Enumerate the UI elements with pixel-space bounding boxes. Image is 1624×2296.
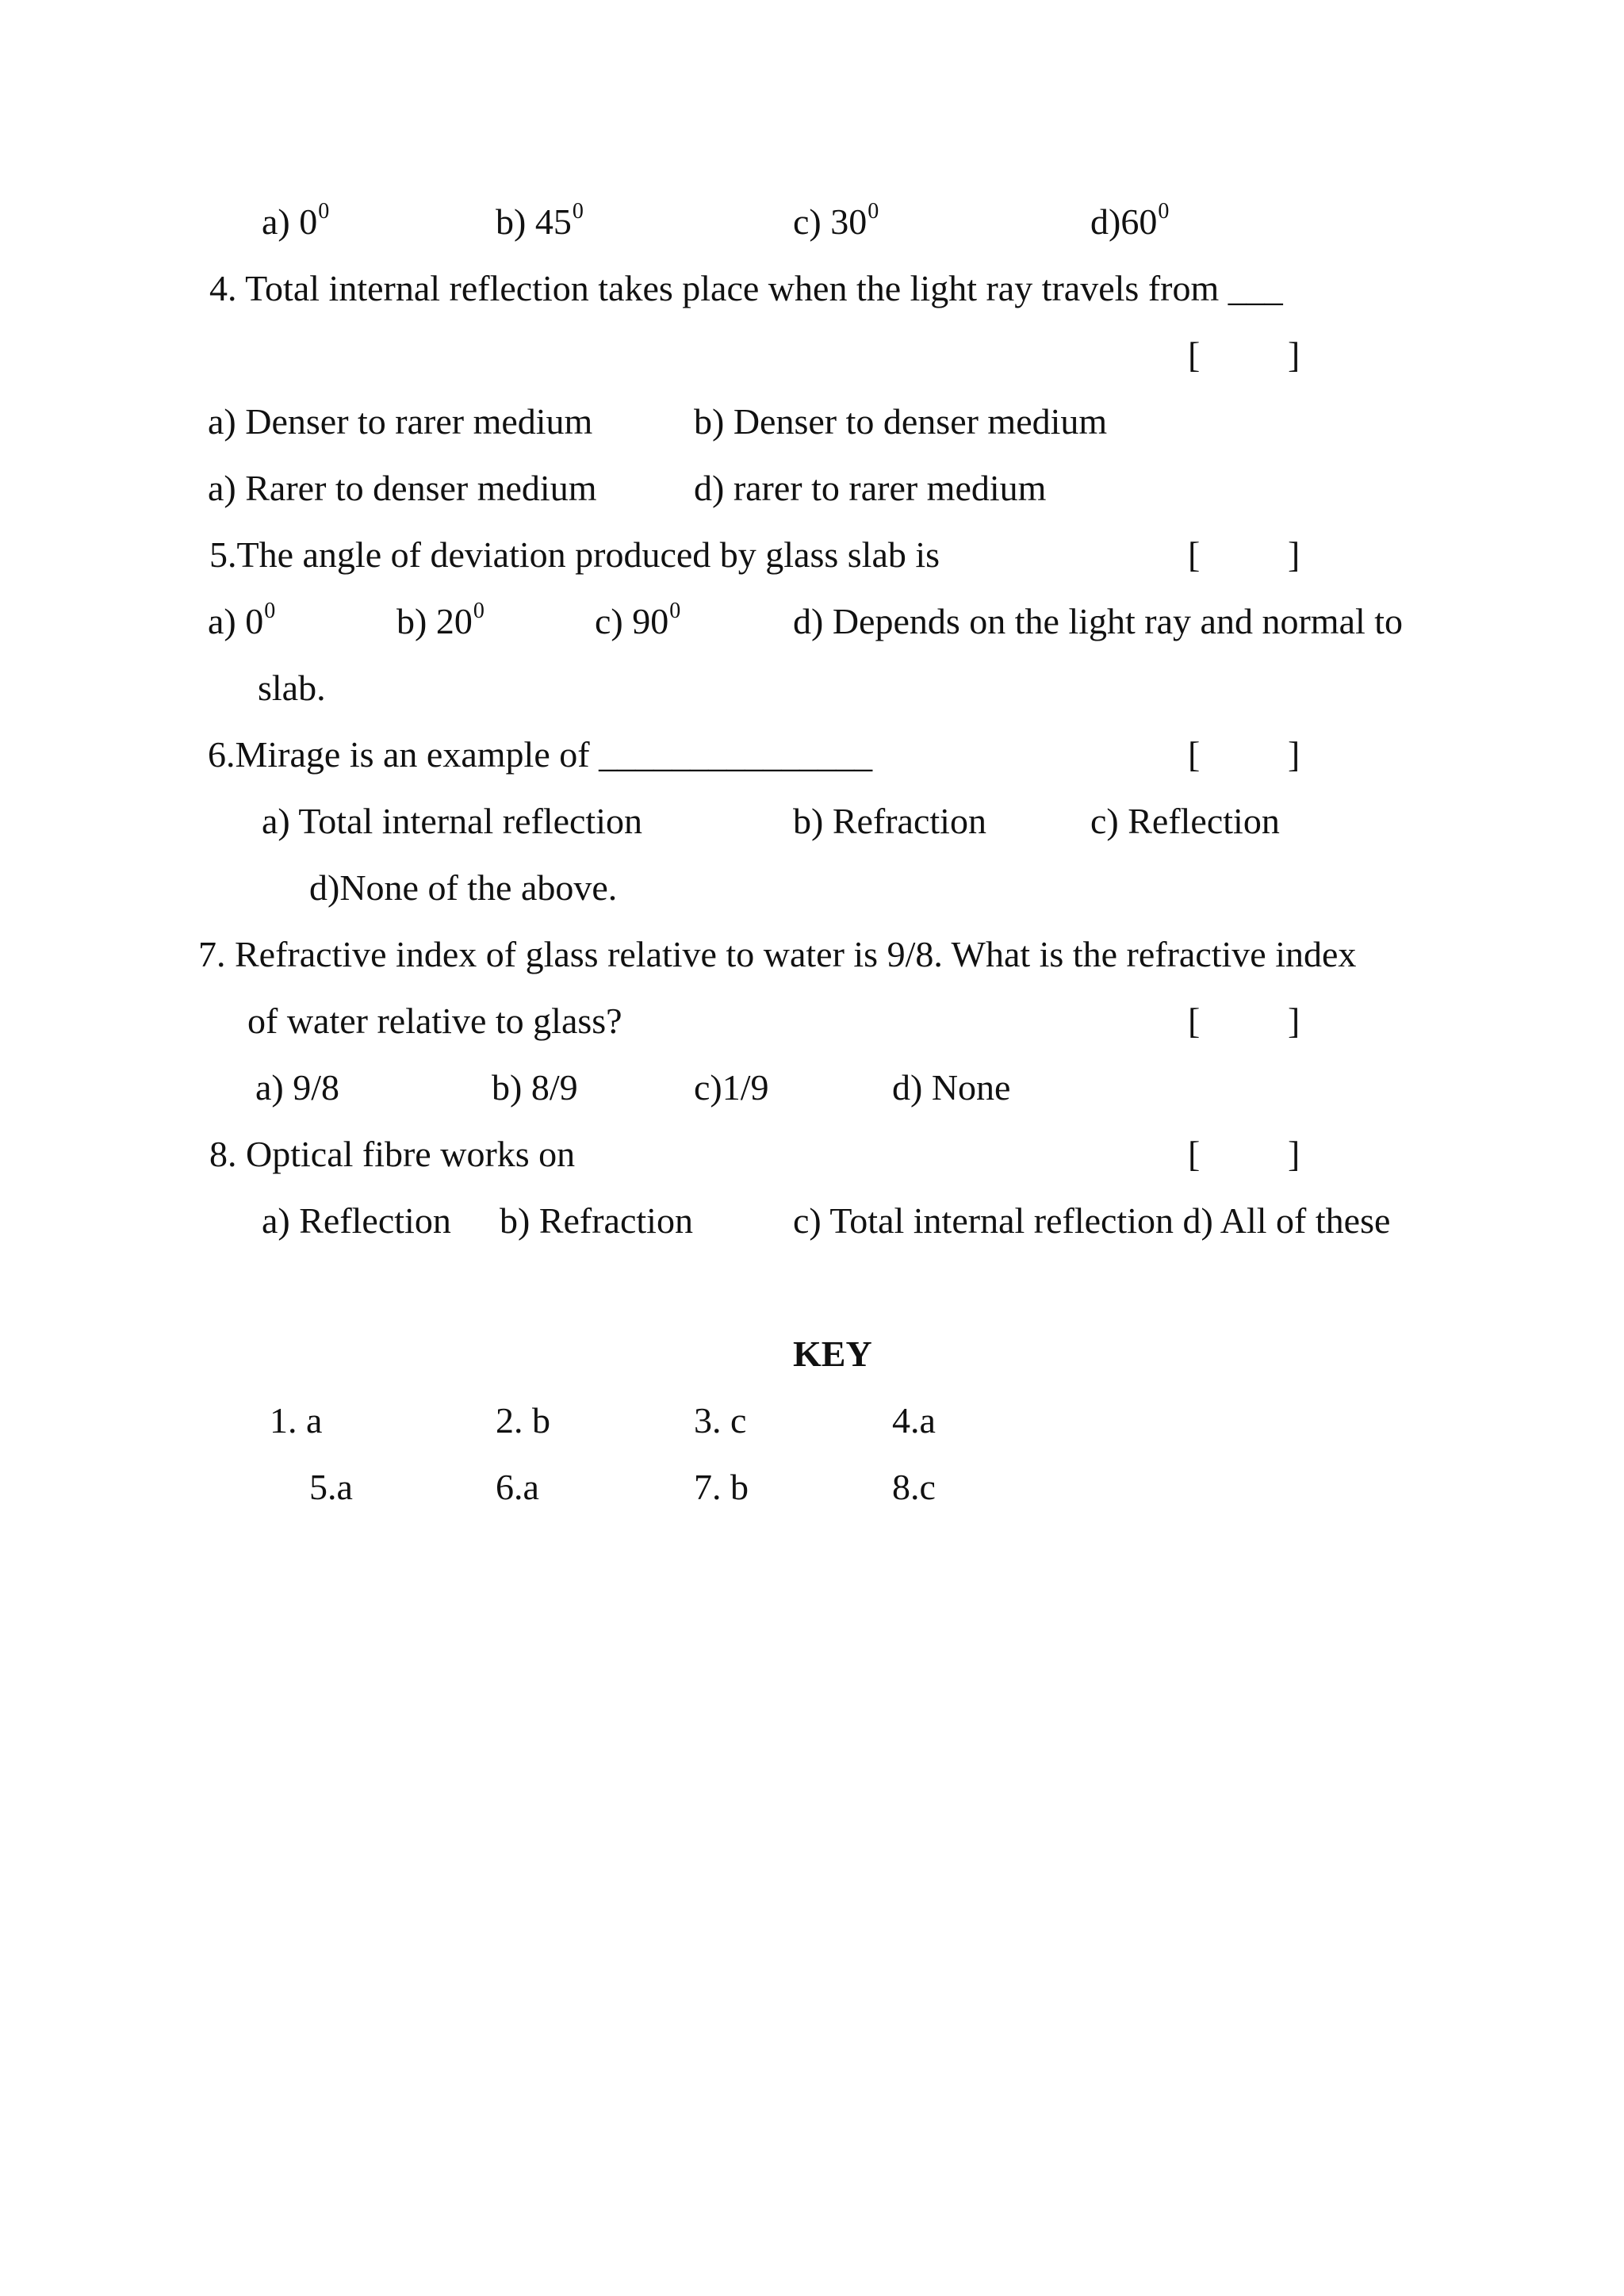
q6-option-b: b) Refraction [793,801,986,841]
q5-option-d-continuation: slab. [258,668,326,708]
q3-option-c: c) $30^0$ [793,199,879,242]
q4-question: 4. Total internal reflection takes place when the light ray travels from ___ [209,268,1283,308]
q4-bracket-close: ] [1288,335,1300,375]
key-answer: 5.a [309,1467,353,1507]
q6-bracket-close: ] [1288,734,1300,775]
q7-bracket-close: ] [1288,1001,1300,1041]
q5-option-d: d) Depends on the light ray and normal to [793,601,1404,641]
q8-question: 8. Optical fibre works on [209,1134,576,1174]
q7-option-c: c)1/9 [694,1067,769,1108]
q8-option-b: b) Refraction [500,1200,693,1241]
q8-bracket-close: ] [1288,1134,1300,1174]
q6-option-a: a) Total internal reflection [262,801,642,841]
q4-option-a: a) Denser to rarer medium [208,401,593,442]
q3-option-a: a) $0^0$ [262,199,330,242]
q4-option-b: b) Denser to denser medium [694,401,1108,442]
q4-bracket-open: [ [1188,335,1201,375]
key-answer: 7. b [694,1467,749,1507]
q8-option-a: a) Reflection [262,1200,451,1241]
q5-option-b: b) $20^0$ [396,599,485,641]
q3-option-d: $d)60^0$ [1090,199,1170,242]
q6-question: 6.Mirage is an example of _______________ [208,734,873,775]
q5-question: 5.The angle of deviation produced by glass slab is [209,534,940,575]
q7-bracket-open: [ [1188,1001,1201,1041]
key-answer: 1. a [270,1400,323,1441]
key-title: KEY [793,1334,872,1374]
q8-option-c: c) Total internal reflection d) All of these [793,1200,1391,1241]
q6-option-c: c) Reflection [1090,801,1280,841]
key-answer: 4.a [892,1400,936,1441]
key-answer: 8.c [892,1467,936,1507]
q5-option-c: c) $90^0$ [595,599,681,641]
q4-option-c: a) Rarer to denser medium [208,468,597,508]
q7-option-b: b) 8/9 [492,1067,578,1108]
q5-bracket-open: [ [1188,534,1201,575]
q5-option-a: a) $0^0$ [208,599,276,641]
q6-bracket-open: [ [1188,734,1201,775]
key-answer: 3. c [694,1400,747,1441]
key-answer: 6.a [496,1467,539,1507]
q3-option-b: b) $45^0$ [496,199,584,242]
key-answer: 2. b [496,1400,550,1441]
q7-option-d: d) None [892,1067,1011,1108]
q6-option-d: d)None of the above. [309,867,618,908]
q7-option-a: a) 9/8 [255,1067,340,1108]
q7-question-continuation: of water relative to glass? [247,1001,622,1041]
q5-bracket-close: ] [1288,534,1300,575]
q4-option-d: d) rarer to rarer medium [694,468,1047,508]
q7-question: 7. Refractive index of glass relative to water is 9/8. What is the refractive index [198,934,1357,974]
q8-bracket-open: [ [1188,1134,1201,1174]
